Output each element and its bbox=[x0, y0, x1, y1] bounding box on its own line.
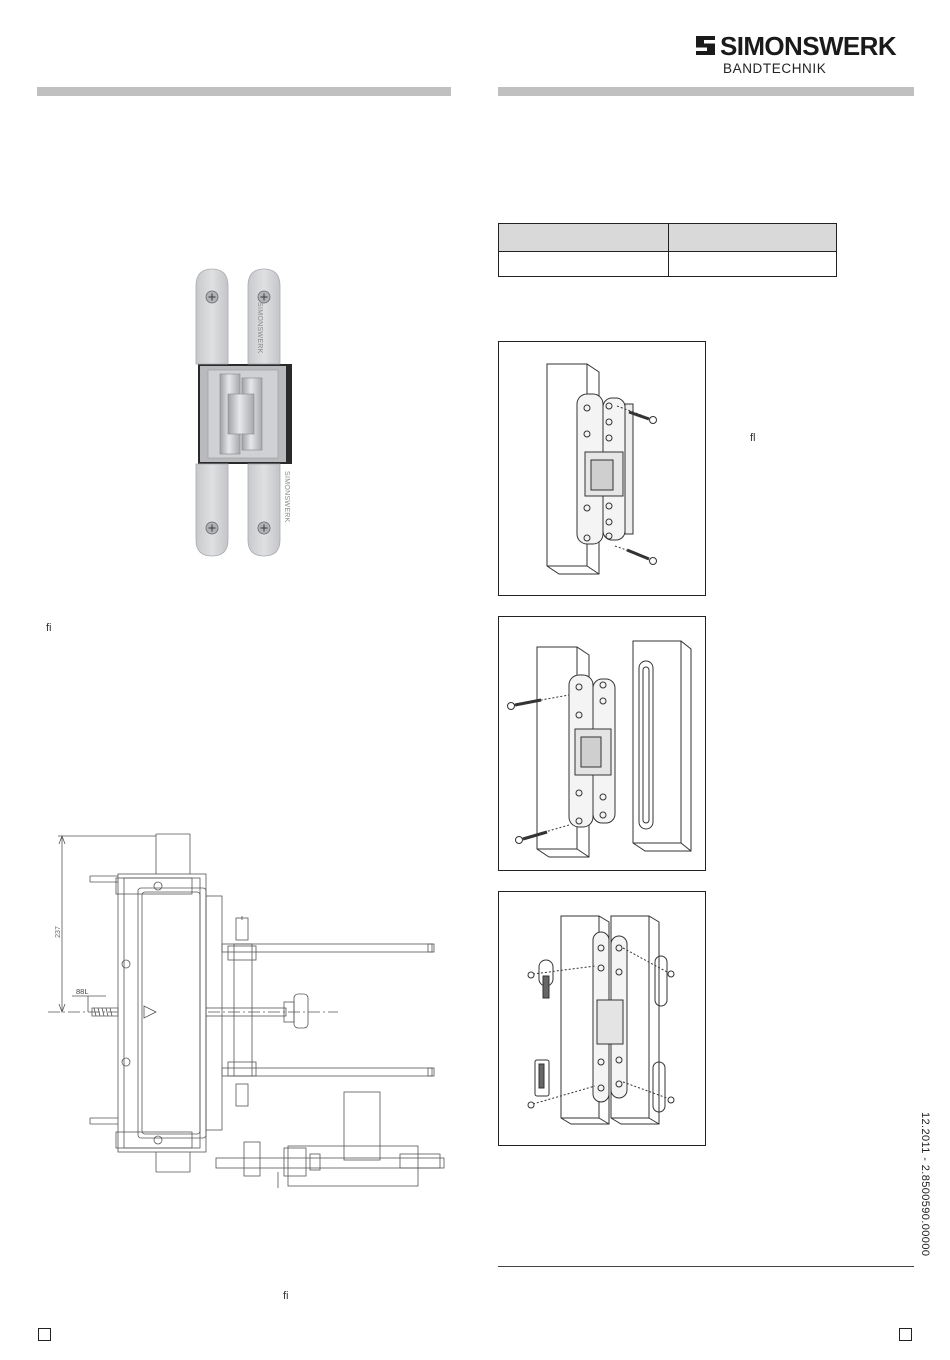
install-step-1-drawing bbox=[499, 342, 705, 595]
brand-mark-icon bbox=[696, 36, 715, 55]
install-step-2-drawing bbox=[499, 617, 705, 870]
hinge-product-image bbox=[190, 266, 302, 560]
install-step-3-drawing bbox=[499, 892, 705, 1145]
hinge-print-top: SIMONSWERK bbox=[256, 302, 263, 354]
dimension-offset-label: 88L bbox=[76, 987, 89, 996]
spec-table-divider bbox=[668, 224, 669, 276]
install-step-3-frame bbox=[498, 891, 706, 1146]
left-section-bar bbox=[37, 87, 451, 96]
install-step-1-frame bbox=[498, 341, 706, 596]
ligature-mark-bottom: ﬁ bbox=[283, 1290, 289, 1302]
ligature-mark-left: ﬁ bbox=[46, 622, 52, 634]
document-code: 12.2011 - 2.8500590.00000 bbox=[919, 1112, 931, 1257]
ligature-mark-right: ﬂ bbox=[750, 432, 756, 444]
drilling-jig-drawing bbox=[48, 832, 448, 1192]
crop-mark-left bbox=[38, 1328, 51, 1341]
install-step-2-frame bbox=[498, 616, 706, 871]
crop-mark-right bbox=[899, 1328, 912, 1341]
footer-rule bbox=[498, 1266, 914, 1267]
right-section-bar bbox=[498, 87, 914, 96]
brand-subtitle: BANDTECHNIK bbox=[723, 61, 827, 76]
spec-table bbox=[498, 223, 837, 277]
dimension-height-label: 237 bbox=[55, 926, 62, 938]
brand-logo bbox=[696, 33, 914, 81]
hinge-print-bottom: SIMONSWERK bbox=[283, 471, 290, 523]
brand-name: SIMONSWERK bbox=[720, 31, 897, 61]
